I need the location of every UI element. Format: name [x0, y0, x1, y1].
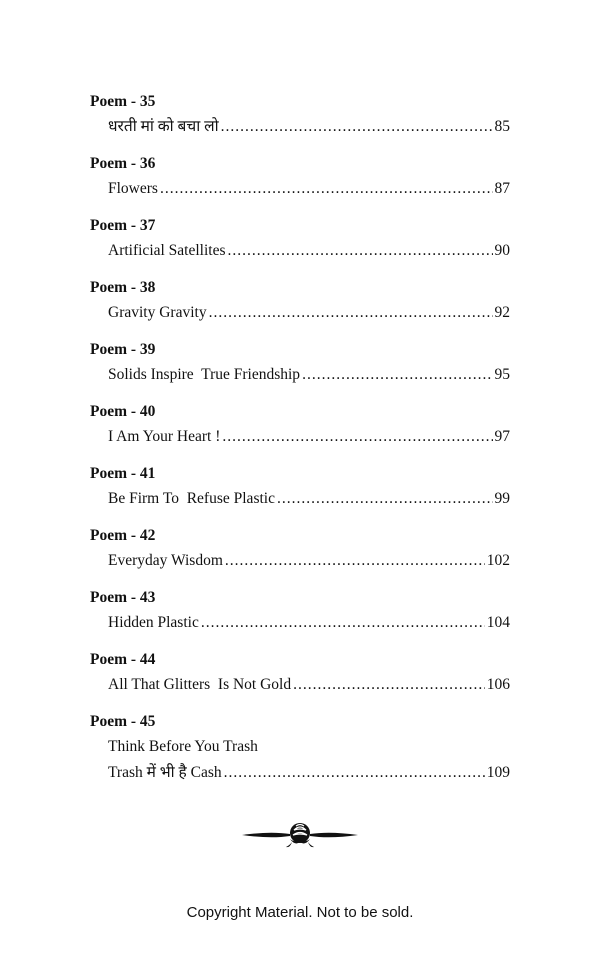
toc-entry — [90, 92, 510, 138]
table-of-contents — [90, 92, 510, 800]
toc-entry — [90, 464, 510, 510]
toc-entry — [90, 402, 510, 448]
poem-heading: Poem - 38 — [90, 279, 156, 296]
poem-title: Artificial Satellites — [108, 242, 226, 259]
toc-entry — [90, 154, 510, 200]
toc-entry — [90, 712, 510, 784]
poem-title: All That Glitters Is Not Gold — [108, 676, 292, 693]
toc-line[interactable] — [90, 550, 510, 572]
dot-leader — [201, 612, 485, 634]
copyright-footer: Copyright Material. Not to be sold. — [186, 904, 414, 921]
page-number: 109 — [486, 764, 510, 781]
toc-entry — [90, 278, 510, 324]
toc-line[interactable] — [90, 674, 510, 696]
page-number: 97 — [494, 428, 510, 445]
toc-line[interactable] — [90, 178, 510, 200]
toc-line[interactable] — [90, 116, 510, 138]
poem-title: Hidden Plastic — [108, 614, 199, 631]
toc-line[interactable] — [90, 762, 510, 784]
page-number: 95 — [494, 366, 510, 383]
toc-entry — [90, 588, 510, 634]
page-number: 87 — [494, 180, 510, 197]
dot-leader — [224, 762, 485, 784]
dot-leader — [228, 240, 493, 262]
toc-line[interactable] — [90, 302, 510, 324]
poem-heading: Poem - 41 — [90, 465, 156, 482]
dot-leader — [302, 364, 492, 386]
poem-title: Everyday Wisdom — [108, 552, 223, 569]
dot-leader — [222, 426, 492, 448]
dot-leader — [277, 488, 493, 510]
toc-entry — [90, 216, 510, 262]
poem-title: धरती मां को बचा लो — [108, 118, 219, 135]
poem-heading: Poem - 44 — [90, 651, 156, 668]
poem-heading: Poem - 39 — [90, 341, 156, 358]
poem-heading: Poem - 45 — [90, 713, 156, 730]
toc-line[interactable] — [90, 364, 510, 386]
poem-heading: Poem - 42 — [90, 527, 156, 544]
poem-heading: Poem - 37 — [90, 217, 156, 234]
dot-leader — [160, 178, 493, 200]
poem-title: Be Firm To Refuse Plastic — [108, 490, 275, 507]
poem-heading: Poem - 43 — [90, 589, 156, 606]
toc-line[interactable] — [90, 240, 510, 262]
poem-heading: Poem - 40 — [90, 403, 156, 420]
page-number: 90 — [494, 242, 510, 259]
toc-line[interactable] — [90, 426, 510, 448]
poem-title: Trash में भी है Cash — [108, 764, 222, 781]
toc-entry — [90, 526, 510, 572]
dot-leader — [293, 674, 485, 696]
dot-leader — [209, 302, 493, 324]
poem-title: I Am Your Heart ! — [108, 428, 221, 445]
page-number: 99 — [494, 490, 510, 507]
toc-entry — [90, 650, 510, 696]
poem-title: Solids Inspire True Friendship — [108, 366, 301, 383]
page-number: 92 — [494, 304, 510, 321]
page-number: 85 — [494, 118, 510, 135]
poem-title: Flowers — [108, 180, 158, 197]
toc-line[interactable] — [90, 488, 510, 510]
poem-heading: Poem - 35 — [90, 93, 156, 110]
toc-line[interactable] — [90, 612, 510, 634]
poem-subtitle: Think Before You Trash — [108, 738, 258, 755]
page-number: 104 — [486, 614, 510, 631]
page-number: 106 — [486, 676, 510, 693]
poem-title: Gravity Gravity — [108, 304, 207, 321]
rose-ornament-icon — [240, 818, 360, 852]
dot-leader — [221, 116, 493, 138]
page-number: 102 — [486, 552, 510, 569]
dot-leader — [225, 550, 485, 572]
toc-entry — [90, 340, 510, 386]
poem-heading: Poem - 36 — [90, 155, 156, 172]
